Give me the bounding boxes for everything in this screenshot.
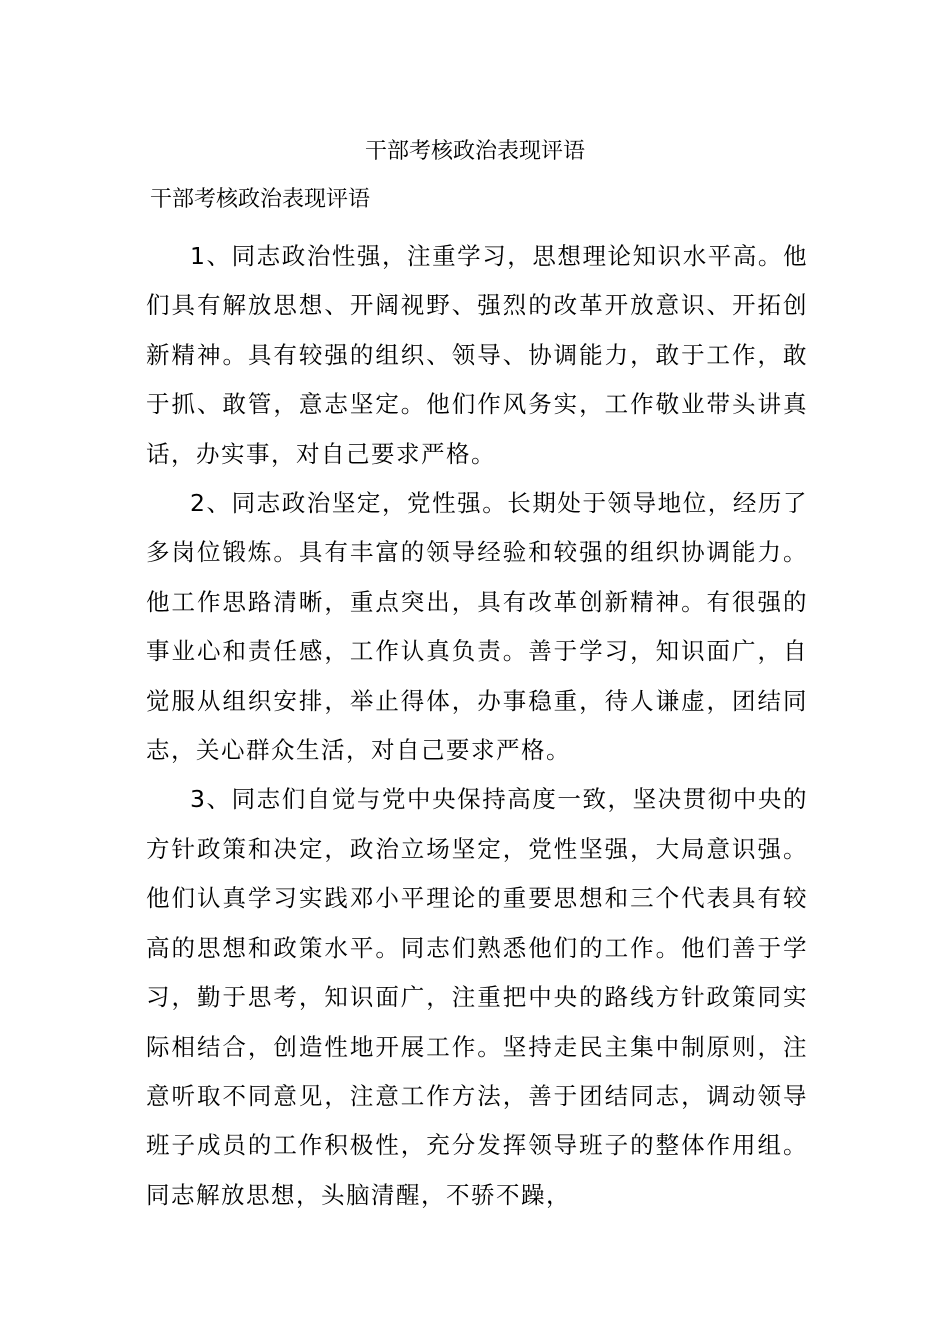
paragraph-3: 3、同志们自觉与党中央保持高度一致，坚决贯彻中央的方针政策和决定，政治立场坚定，党性坚强，大局意识强。他们认真学习实践邓小平理论的重要思想和三个代表具有较高的思想和政策水平。同志们熟悉他们的工作。他们善于学习，勤于思考，知识面广，注重把中央的路线方针政策同实际相结合，创造性地开展工作。坚持走民主集中制原则，注意听取不同意见，注意工作方法，善于团结同志，调动领导班子成员的工作积极性，充分发挥领导班子的整体作用组。同志解放思想，头脑清醒，不骄不躁， [146, 785, 808, 1209]
document-subtitle: 干部考核政治表现评语 [150, 187, 371, 212]
document-title: 干部考核政治表现评语 [364, 139, 585, 164]
document-body [146, 232, 808, 1220]
paragraph-1: 1、同志政治性强，注重学习，思想理论知识水平高。他们具有解放思想、开阔视野、强烈的改革开放意识、开拓创新精神。具有较强的组织、领导、协调能力，敢于工作，敢于抓、敢管，意志坚定。他们作风务实，工作敬业带头讲真话，办实事，对自己要求严格。 [146, 242, 808, 468]
paragraph-2: 2、同志政治坚定，党性强。长期处于领导地位，经历了多岗位锻炼。具有丰富的领导经验和较强的组织协调能力。他工作思路清晰，重点突出，具有改革创新精神。有很强的事业心和责任感，工作认真负责。善于学习，知识面广，自觉服从组织安排，举止得体，办事稳重，待人谦虚，团结同志，关心群众生活，对自己要求严格。 [146, 489, 808, 765]
